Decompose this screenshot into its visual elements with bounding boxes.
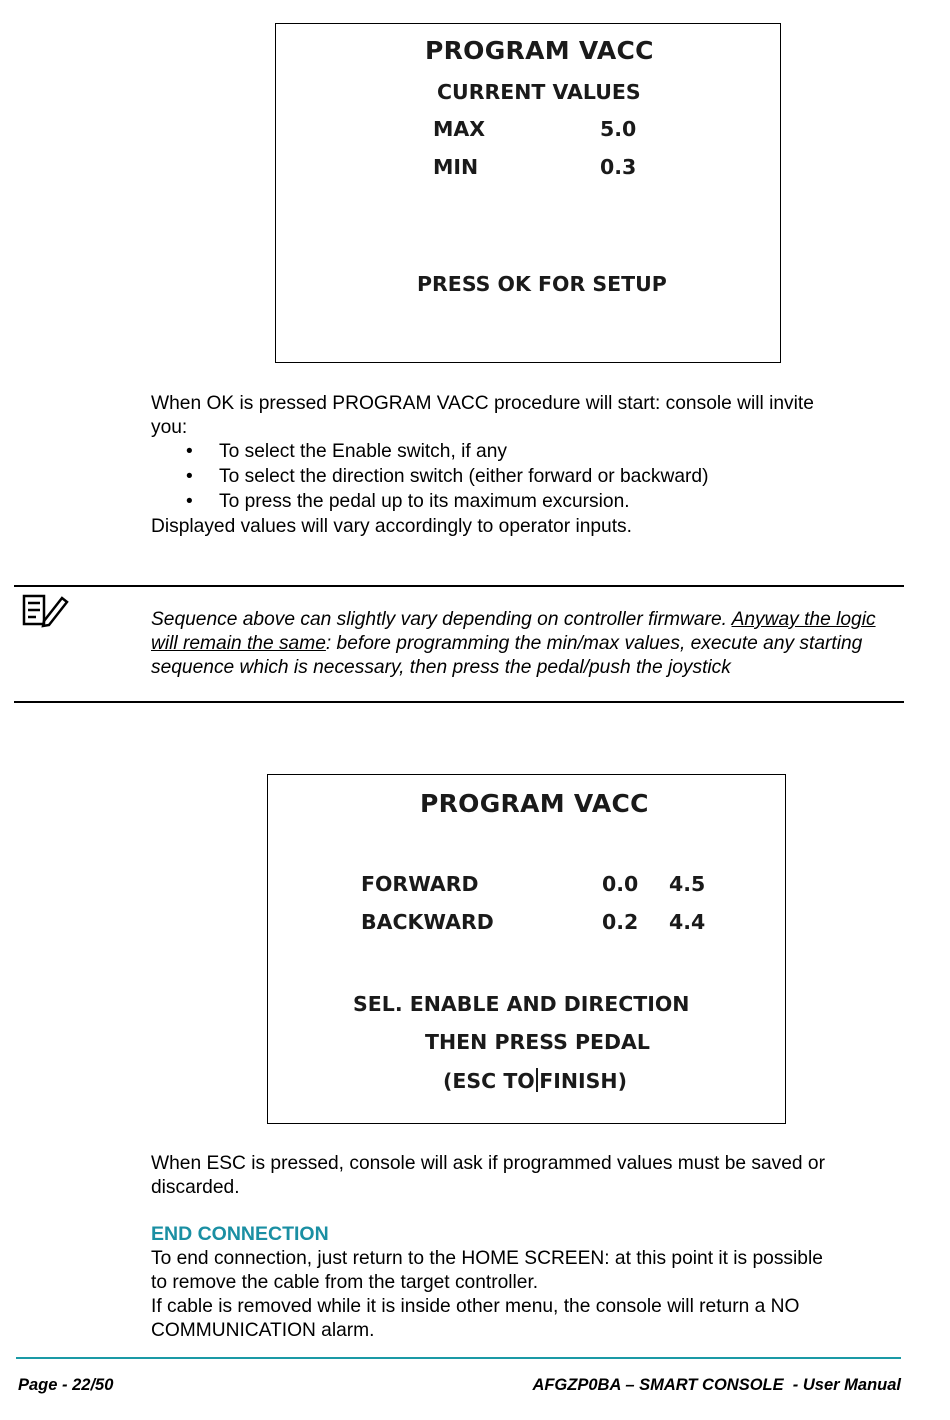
screen2-backward-v1: 0.2 [602, 910, 639, 934]
footer-page-number: Page - 22/50 [18, 1376, 114, 1394]
intro-after: Displayed values will vary accordingly to operator inputs. [151, 516, 632, 537]
footer-rule [16, 1357, 901, 1359]
screen1-min-value: 0.3 [600, 155, 637, 179]
esc-line-2: discarded. [151, 1177, 240, 1198]
bullet-item: To select the Enable switch, if any [219, 441, 507, 462]
esc-line-1: When ESC is pressed, console will ask if programmed values must be saved or [151, 1153, 825, 1174]
bullet-dot: • [186, 491, 193, 512]
screen2-line3b: FINISH) [539, 1069, 627, 1093]
bullet-item: To select the direction switch (either forward or backward) [219, 466, 709, 487]
screen1-min-label: MIN [433, 155, 479, 179]
screen1-max-label: MAX [433, 117, 486, 141]
bullet-dot: • [186, 466, 193, 487]
screen1-title: PROGRAM VACC [425, 36, 654, 65]
screen1-max-value: 5.0 [600, 117, 637, 141]
screen2-forward-label: FORWARD [361, 872, 479, 896]
note-text-part2: : before programming the min/max values, execute any starting sequence which is necessary, then press the pedal/push the joystick [151, 633, 863, 678]
screen2-title: PROGRAM VACC [420, 789, 649, 818]
section-heading-end-connection: END CONNECTION [151, 1223, 329, 1245]
end-connection-line: COMMUNICATION alarm. [151, 1320, 375, 1341]
text-cursor [536, 1068, 539, 1092]
screen2-line3a: (ESC TO [443, 1069, 535, 1093]
bullet-item: To press the pedal up to its maximum excursion. [219, 491, 630, 512]
note-text [151, 608, 901, 680]
screen2-line2: THEN PRESS PEDAL [425, 1030, 650, 1054]
end-connection-line: to remove the cable from the target controller. [151, 1272, 539, 1293]
screen2-forward-v2: 4.5 [669, 872, 706, 896]
console-screen-program-vacc [267, 774, 786, 1124]
screen2-forward-v1: 0.0 [602, 872, 639, 896]
note-edit-icon [22, 594, 70, 633]
note-text-part1: Sequence above can slightly vary depending on controller firmware. [151, 609, 732, 630]
bullet-dot: • [186, 441, 193, 462]
intro-line-2: you: [151, 417, 188, 438]
note-underlined: Anyway the logic will remain the same [151, 609, 876, 654]
console-screen-current-values [275, 23, 781, 363]
screen1-prompt: PRESS OK FOR SETUP [417, 272, 667, 296]
end-connection-line: If cable is removed while it is inside other menu, the console will return a NO [151, 1296, 800, 1317]
screen2-backward-label: BACKWARD [361, 910, 494, 934]
end-connection-line: To end connection, just return to the HOME SCREEN: at this point it is possible [151, 1248, 823, 1269]
note-bottom-rule [14, 701, 904, 703]
screen1-subtitle: CURRENT VALUES [437, 80, 641, 104]
note-top-rule [14, 585, 904, 587]
intro-line-1: When OK is pressed PROGRAM VACC procedure will start: console will invite [151, 393, 814, 414]
screen2-line1: SEL. ENABLE AND DIRECTION [353, 992, 690, 1016]
screen2-backward-v2: 4.4 [669, 910, 706, 934]
footer-document-title: AFGZP0BA – SMART CONSOLE - User Manual [532, 1376, 901, 1394]
screen2-line3 [443, 1068, 627, 1093]
